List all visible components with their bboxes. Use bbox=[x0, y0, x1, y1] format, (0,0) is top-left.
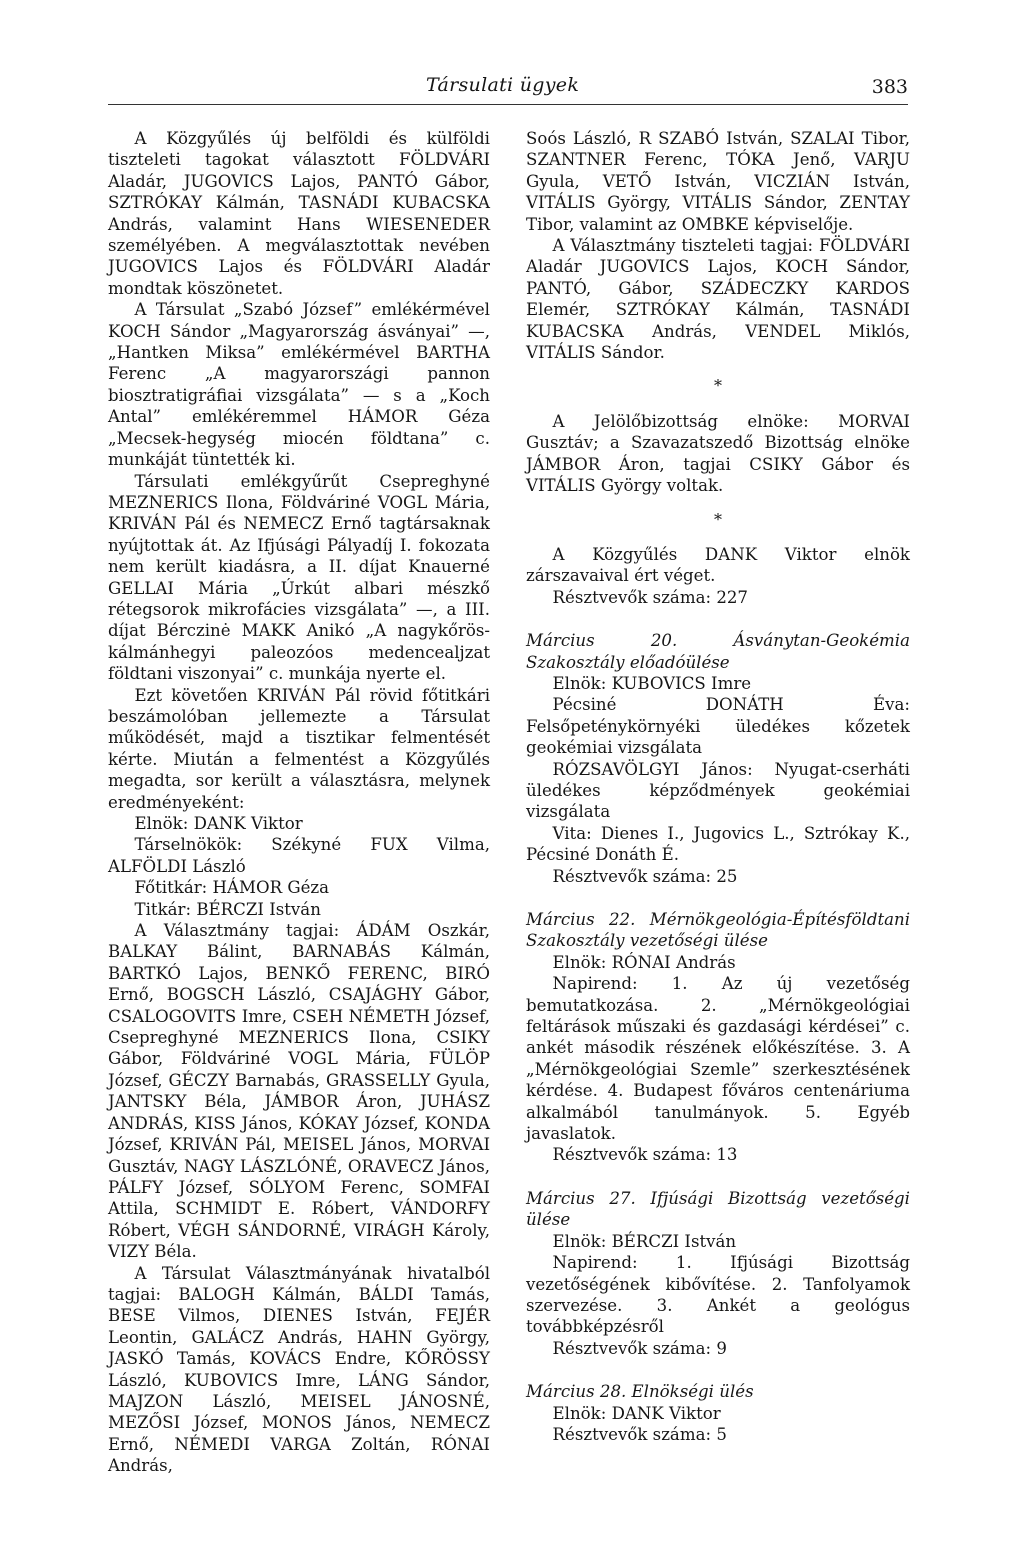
section-title-march-28: Március 28. Elnökségi ülés bbox=[526, 1382, 754, 1402]
section-title-march-22: Március 22. Mérnökgeológia-Építésföldtani Szakosztály vezetőségi ülése bbox=[526, 910, 910, 951]
left-column bbox=[108, 128, 490, 1477]
page-header bbox=[108, 74, 908, 105]
right-column bbox=[526, 128, 910, 1445]
section-line: Napirend: 1. Ifjúsági Bizottság vezetőségének kibővítése. 2. Tanfolyamok szervezése. 3. Ankét a geológus továbbképzésről bbox=[526, 1253, 910, 1337]
attendance-count: Résztvevők száma: 227 bbox=[552, 587, 748, 607]
officer-copresidents: Társelnökök: Székyné FUX Vilma, ALFÖLDI László bbox=[108, 835, 490, 876]
paragraph-closing: A Közgyűlés DANK Viktor elnök zárszavaival ért véget. bbox=[526, 544, 910, 586]
section-line: Elnök: RÓNAI András bbox=[552, 952, 736, 972]
paragraph-medals: A Társulat „Szabó József” emlékérmével KOCH Sándor „Magyarország ásványai” —, „Hantken Miksa” emlékérmével BARTHA Ferenc „A magyarországi pannon biosztratigráfiai vizsgálata” — s a „Koch Antal” emlékéremmel HÁMOR Géza „Mecsek-hegység miocén földtana” c. munkáját tüntették ki. bbox=[108, 300, 490, 470]
paragraph-board-members: A Választmány tagjai: ÁDÁM Oszkár, BALKAY Bálint, BARNABÁS Kálmán, BARTKÓ Lajos, BENKŐ FERENC, BIRÓ Ernő, BOGSCH László, CSAJÁGHY Gábor, CSALOGOVITS Imre, CSEH NÉMETH József, Csepreghyné MEZNERICS Ilona, CSIKY Gábor, Földváriné VOGL Mária, FÜLÖP József, GÉCZY Barnabás, GRASSELLY Gyula, JANTSKY Béla, JÁMBOR Áron, JUHÁSZ ANDRÁS, KISS János, KÓKAY József, KONDA József, KRIVÁN Pál, MEISEL János, MORVAI Gusztáv, NAGY LÁSZLÓNÉ, ORAVECZ János, PÁLFY József, SÓLYOM Ferenc, SOMFAI Attila, SCHMIDT E. Róbert, VÁNDORFY Róbert, VÉGH SÁNDORNÉ, VIRÁGH Károly, VIZY Béla. bbox=[108, 921, 490, 1262]
attendance-count: Résztvevők száma: 5 bbox=[552, 1424, 727, 1444]
section-title-march-20: Március 20. Ásványtan-Geokémia Szakosztály előadóülése bbox=[526, 631, 910, 672]
page-number: 383 bbox=[871, 76, 908, 98]
paragraph-honorary-board: A Választmány tiszteleti tagjai: FÖLDVÁRI Aladár JUGOVICS Lajos, KOCH Sándor, PANTÓ, Gábor, SZÁDECZKY KARDOS Elemér, SZTRÓKAY Kálmán, TASNÁDI KUBACSKA András, VENDEL Miklós, VITÁLIS Sándor. bbox=[526, 236, 910, 363]
section-line: Elnök: DANK Viktor bbox=[552, 1403, 721, 1423]
paragraph-report: Ezt követően KRIVÁN Pál rövid főtitkári beszámolóban jellemezte a Társulat működését, majd a tisztikar felmentését kérte. Miután a felmentést a Közgyűlés megadta, sor került a választásra, melynek eredményeként: bbox=[108, 685, 490, 812]
section-line: Elnök: KUBOVICS Imre bbox=[552, 673, 752, 693]
attendance-count: Résztvevők száma: 9 bbox=[552, 1338, 727, 1358]
paragraph-nominating-committee: A Jelölőbizottság elnöke: MORVAI Gusztáv; a Szavazatszedő Bizottság elnöke JÁMBOR Áron, tagjai CSIKY Gábor és VITÁLIS György voltak. bbox=[526, 411, 910, 496]
section-title-march-27: Március 27. Ifjúsági Bizottság vezetőségi ülése bbox=[526, 1188, 910, 1230]
officer-general-secretary: Főtitkár: HÁMOR Géza bbox=[134, 878, 330, 898]
section-line: Vita: Dienes I., Jugovics L., Sztrókay K., Pécsiné Donáth É. bbox=[526, 823, 910, 865]
section-line: Napirend: 1. Az új vezetőség bemutatkozása. 2. „Mérnökgeológiai feltárások műszaki és gazdasági kérdései” c. ankét második részének előkészítése. 3. A „Mérnökgeológiai Szemle” szerkesztésének kérdése. 4. Budapest főváros centenáriuma alkalmából tanulmányok. 5. Egyéb javaslatok. bbox=[526, 974, 910, 1144]
officer-president: Elnök: DANK Viktor bbox=[134, 814, 303, 833]
section-divider-asterisk: * bbox=[714, 509, 722, 529]
paragraph-rings-prizes: Társulati emlékgyűrűt Csepreghyné MEZNERICS Ilona, Földváriné VOGL Mária, KRIVÁN Pál és NEMECZ Ernő tagtársaknak nyújtottak át. Az Ifjúsági Pályadíj I. fokozata nem került kiadásra, a II. díjat Knauerné GELLAI Mária „Úrkút albari mészkő rétegsorok mikrofácies vizsgálata” —, a III. díjat Bérczinė MAKK Anikó „A nagykőrös-kálmánhegyi paleozóos medencealjzat földtani viszonyai” c. munkája nyerte el. bbox=[108, 471, 490, 684]
section-line: Elnök: BÉRCZI István bbox=[552, 1231, 737, 1251]
attendance-count: Résztvevők száma: 25 bbox=[552, 866, 738, 886]
paragraph-honorary-members: A Közgyűlés új belföldi és külföldi tiszteleti tagokat választott FÖLDVÁRI Aladár, JUGOVICS Lajos, PANTÓ Gábor, SZTRÓKAY Kálmán, TASNÁDI KUBACSKA András, valamint Hans WIESENEDER személyében. A megválasztottak nevében JUGOVICS Lajos és FÖLDVÁRI Aladár mondtak köszönetet. bbox=[108, 129, 490, 298]
section-divider-asterisk: * bbox=[714, 376, 722, 396]
officer-secretary: Titkár: BÉRCZI István bbox=[134, 899, 321, 919]
paragraph-ex-officio-members: A Társulat Választmányának hivatalból tagjai: BALOGH Kálmán, BÁLDI Tamás, BESE Vilmos, DIENES István, FEJÉR Leontin, GALÁCZ András, HAHN György, JASKÓ Tamás, KOVÁCS Endre, KŐRÖSSY László, KUBOVICS Imre, LÁNG Sándor, MAJZON László, MEISEL JÁNOSNÉ, MEZŐSI József, MONOS János, NEMECZ Ernő, NÉMEDI VARGA Zoltán, RÓNAI András, bbox=[108, 1263, 490, 1476]
running-title: Társulati ügyek bbox=[426, 74, 580, 96]
section-line: Pécsiné DONÁTH Éva: Felsőpeténykörnyéki üledékes kőzetek geokémiai vizsgálata bbox=[526, 695, 910, 758]
attendance-count: Résztvevők száma: 13 bbox=[552, 1145, 738, 1165]
paragraph-ex-officio-continued: Soós László, R SZABÓ István, SZALAI Tibor, SZANTNER Ferenc, TÓKA Jenő, VARJU Gyula, VETŐ István, VICZIÁN István, VITÁLIS György, VITÁLIS Sándor, ZENTAY Tibor, valamint az OMBKE képviselője. bbox=[526, 129, 910, 234]
section-line: RÓZSAVÖLGYI János: Nyugat-cserháti üledékes képződmények geokémiai vizsgálata bbox=[526, 759, 910, 822]
